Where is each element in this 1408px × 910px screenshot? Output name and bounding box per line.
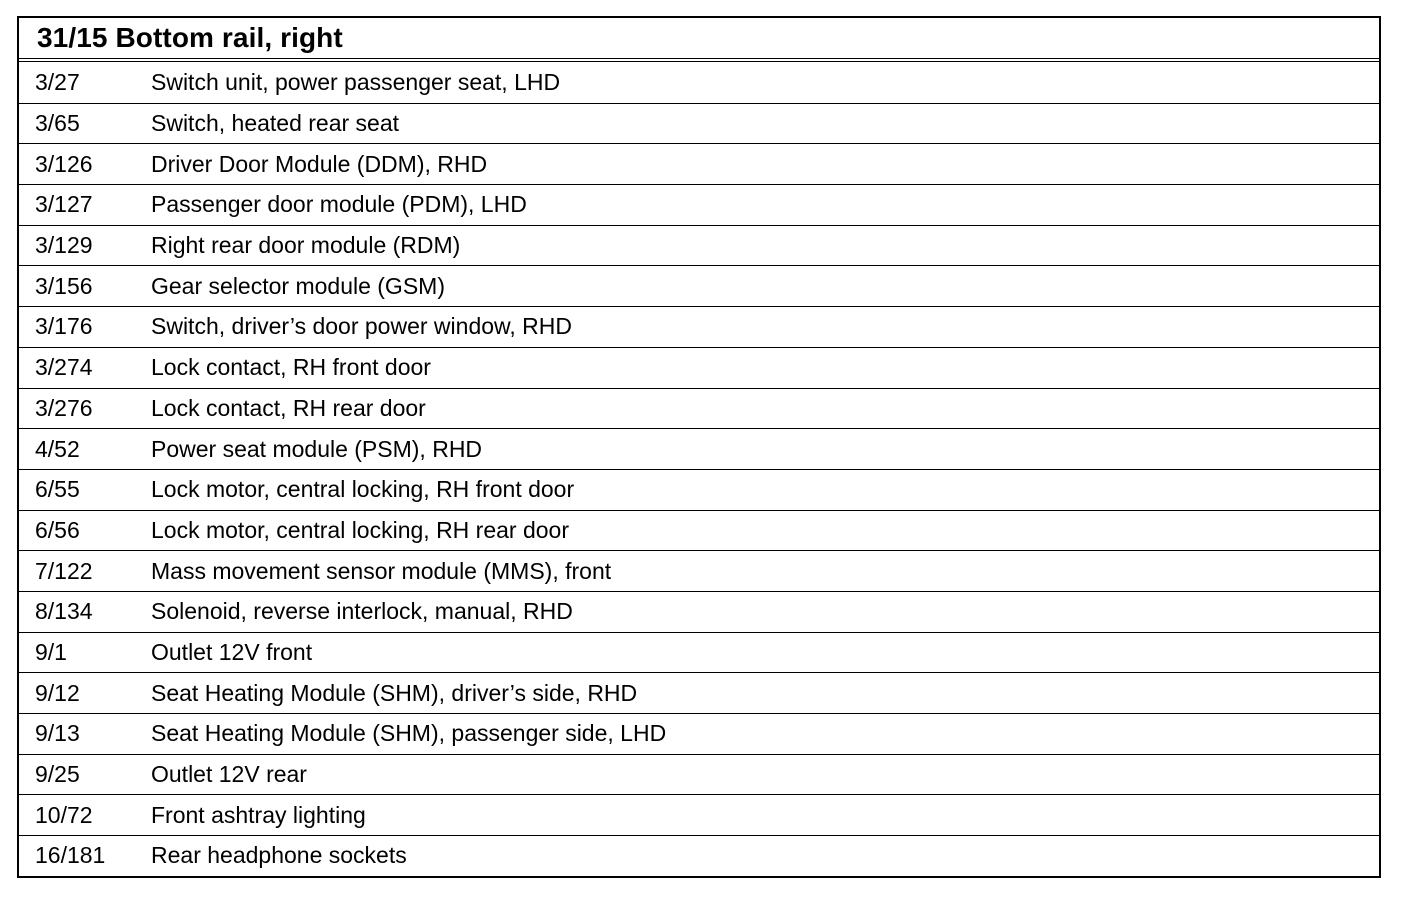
component-description: Seat Heating Module (SHM), driver’s side, RHD [151, 679, 638, 706]
table-row [19, 103, 1379, 144]
component-code: 16/181 [35, 842, 106, 869]
component-description: Lock contact, RH front door [151, 354, 431, 381]
component-description: Lock contact, RH rear door [151, 394, 426, 421]
component-code: 3/127 [35, 191, 93, 218]
component-description: Switch unit, power passenger seat, LHD [151, 68, 561, 95]
component-table [17, 16, 1381, 878]
component-description: Passenger door module (PDM), LHD [151, 191, 527, 218]
component-description: Seat Heating Module (SHM), passenger side, LHD [151, 720, 667, 747]
component-description: Power seat module (PSM), RHD [151, 435, 483, 462]
table-row [19, 225, 1379, 266]
component-code: 8/134 [35, 598, 93, 625]
component-code: 3/276 [35, 394, 93, 421]
table-row [19, 591, 1379, 632]
component-code: 3/156 [35, 272, 93, 299]
table-row [19, 672, 1379, 713]
component-description: Switch, heated rear seat [151, 110, 400, 137]
component-description: Outlet 12V front [151, 638, 313, 665]
component-description: Switch, driver’s door power window, RHD [151, 313, 572, 340]
component-code: 6/56 [35, 516, 80, 543]
table-row [19, 347, 1379, 388]
component-code: 10/72 [35, 801, 93, 828]
table-title: 31/15 Bottom rail, right [37, 22, 343, 53]
table-body [19, 62, 1379, 876]
table-row [19, 835, 1379, 876]
component-code: 9/1 [35, 638, 67, 665]
table-row [19, 388, 1379, 429]
table-row [19, 265, 1379, 306]
table-row [19, 510, 1379, 551]
component-code: 3/274 [35, 354, 93, 381]
component-description: Front ashtray lighting [151, 801, 366, 828]
component-description: Mass movement sensor module (MMS), front [151, 557, 612, 584]
component-description: Right rear door module (RDM) [151, 232, 461, 259]
table-row [19, 62, 1379, 103]
component-description: Lock motor, central locking, RH rear door [151, 516, 570, 543]
component-code: 9/25 [35, 761, 80, 788]
component-code: 3/176 [35, 313, 93, 340]
component-description: Gear selector module (GSM) [151, 272, 445, 299]
component-code: 3/27 [35, 68, 80, 95]
table-row [19, 469, 1379, 510]
table-row [19, 550, 1379, 591]
component-description: Solenoid, reverse interlock, manual, RHD [151, 598, 573, 625]
component-code: 3/126 [35, 150, 93, 177]
component-code: 9/13 [35, 720, 80, 747]
table-row [19, 306, 1379, 347]
table-row [19, 143, 1379, 184]
table-row [19, 754, 1379, 795]
table-row [19, 428, 1379, 469]
table-row [19, 184, 1379, 225]
component-code: 6/55 [35, 476, 80, 503]
component-code: 3/65 [35, 110, 80, 137]
component-description: Outlet 12V rear [151, 761, 307, 788]
table-row [19, 632, 1379, 673]
component-code: 3/129 [35, 232, 93, 259]
component-code: 9/12 [35, 679, 80, 706]
table-row [19, 713, 1379, 754]
table-header [19, 18, 1379, 62]
component-description: Lock motor, central locking, RH front door [151, 476, 575, 503]
component-description: Rear headphone sockets [151, 842, 407, 869]
component-code: 4/52 [35, 435, 80, 462]
table-row [19, 794, 1379, 835]
component-description: Driver Door Module (DDM), RHD [151, 150, 488, 177]
component-code: 7/122 [35, 557, 93, 584]
